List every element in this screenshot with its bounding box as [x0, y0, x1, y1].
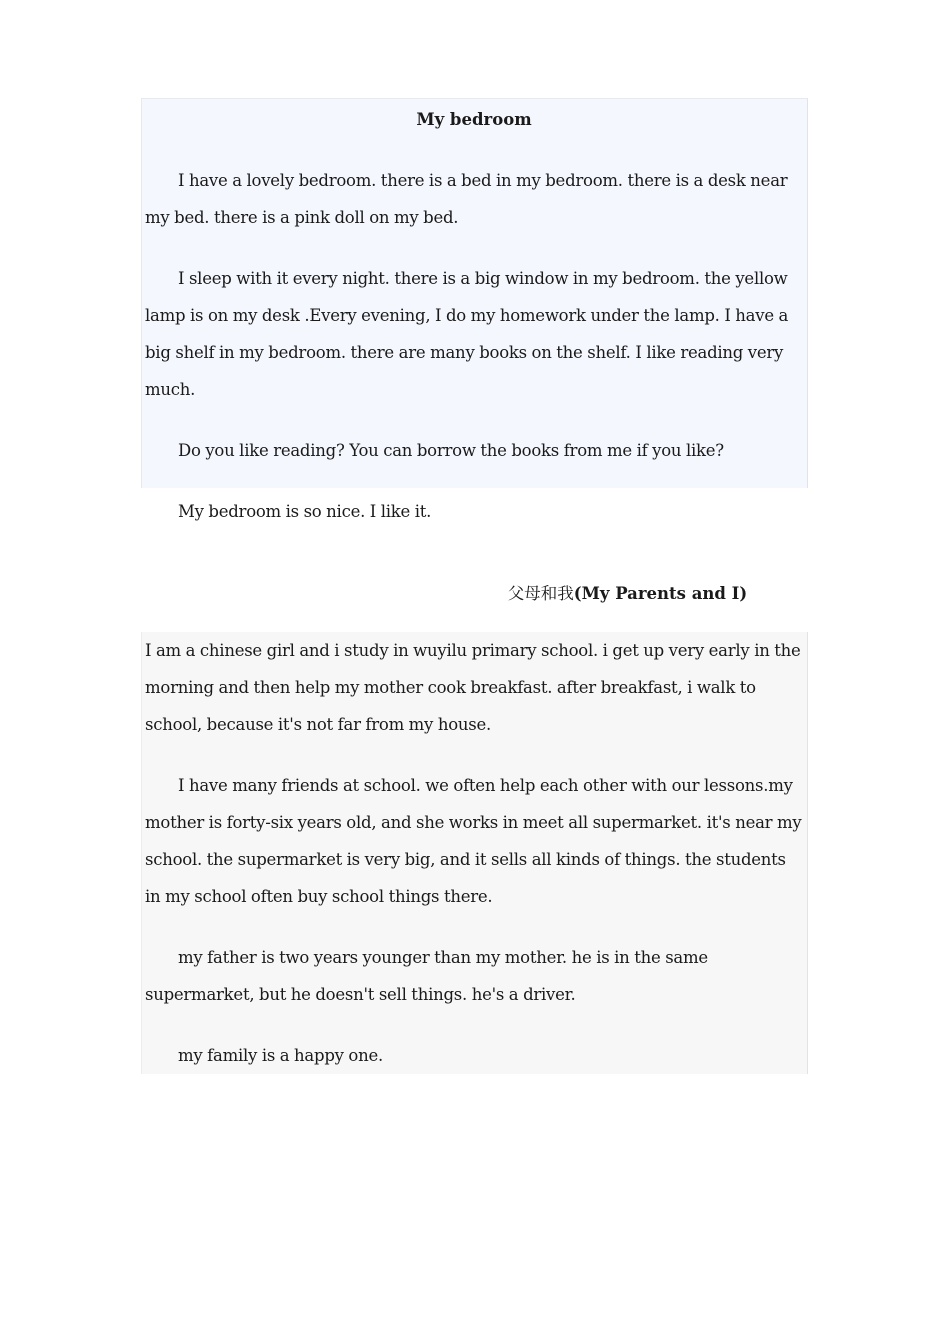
- paragraph-gap: [145, 138, 803, 162]
- essay-parents-and-i: [141, 632, 808, 1074]
- essay-title-my-bedroom: My bedroom: [416, 110, 532, 129]
- paragraph-gap: [145, 408, 803, 432]
- essay-title-parents-and-i: [141, 578, 950, 610]
- essay-title-english: (My Parents and I): [573, 584, 748, 603]
- parents-paragraph-2: I have many friends at school. we often help each other with our lessons.my mother is forty-six years old, and she works in meet all supermarket. it's near my school. the supermarket is very big, and it sells all kinds of things. the students in my school often buy school things there.: [145, 776, 802, 906]
- paragraph-gap: [145, 236, 803, 260]
- essay-title-chinese: 父母和我: [507, 584, 574, 603]
- parents-paragraph-4: my family is a happy one.: [178, 1046, 383, 1065]
- essay-my-bedroom: [141, 98, 808, 521]
- paragraph-gap: [145, 469, 803, 493]
- bedroom-paragraph-1: I have a lovely bedroom. there is a bed in my bedroom. there is a desk near my bed. there is a pink doll on my bed.: [145, 171, 788, 227]
- bedroom-paragraph-3: Do you like reading? You can borrow the books from me if you like?: [178, 441, 724, 460]
- bedroom-paragraph-4: My bedroom is so nice. I like it.: [178, 502, 432, 521]
- parents-paragraph-3: my father is two years younger than my mother. he is in the same supermarket, but he doesn't sell things. he's a driver.: [145, 948, 708, 1004]
- bedroom-paragraph-2: I sleep with it every night. there is a big window in my bedroom. the yellow lamp is on my desk .Every evening, I do my homework under the lamp. I have a big shelf in my bedroom. there are many books on the shelf. I like reading very much.: [145, 269, 789, 399]
- paragraph-gap: [145, 743, 803, 767]
- paragraph-gap: [145, 915, 803, 939]
- parents-paragraph-1: I am a chinese girl and i study in wuyilu primary school. i get up very early in the morning and then help my mother cook breakfast. after breakfast, i walk to school, because it's not far from my house.: [145, 641, 801, 734]
- paragraph-gap: [145, 1013, 803, 1037]
